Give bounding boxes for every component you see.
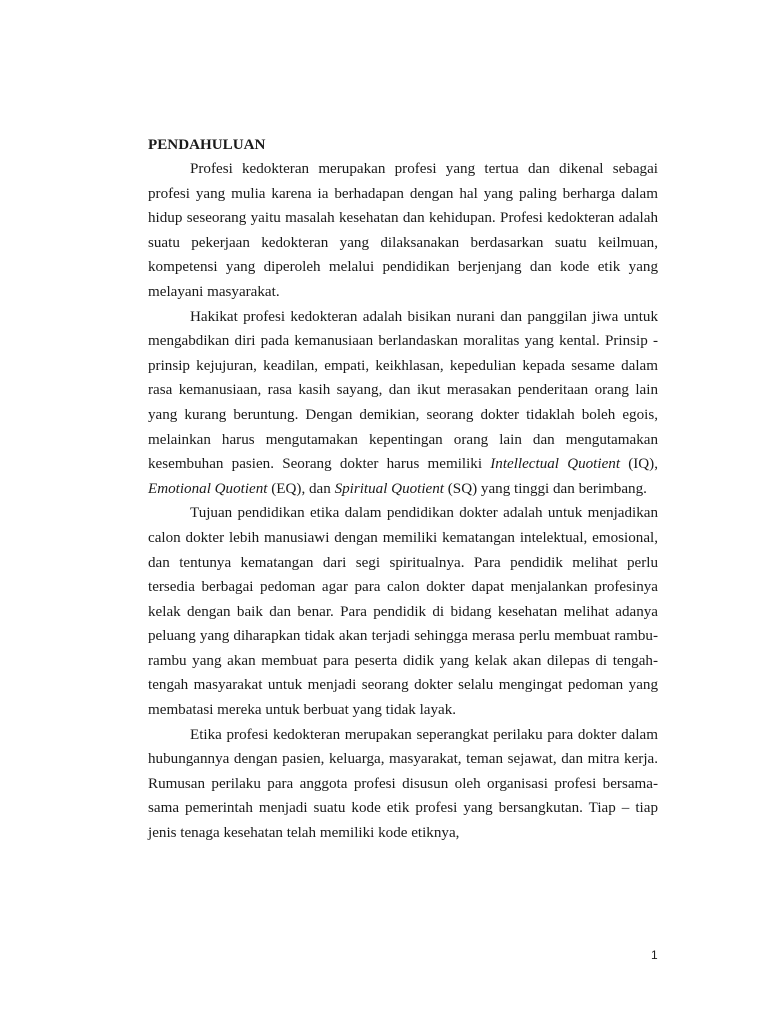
paragraph-2-part-4: (SQ) yang tinggi dan berimbang. (447, 480, 647, 497)
term-emotional-quotient: Emotional Quotient (148, 480, 268, 497)
paragraph-4: Etika profesi kedokteran merupakan seperangkat perilaku para dokter dalam hubungannya dengan pasien, keluarga, masyarakat, teman sejawat, dan mitra kerja. Rumusan perilaku para anggota profesi disusun oleh organisasi profesi bersama-sama pemerintah menjadi suatu kode etik profesi yang bersangkutan. Tiap – tiap jenis tenaga kesehatan telah memiliki kode etiknya, (148, 726, 658, 842)
term-intellectual-quotient: Intellectual Quotient (490, 456, 621, 473)
paragraph-2 (148, 305, 658, 502)
section-heading: PENDAHULUAN (148, 137, 266, 153)
document-body (148, 134, 658, 846)
paragraph-2-part-2: (IQ), (628, 456, 658, 473)
term-spiritual-quotient: Spiritual Quotient (334, 480, 444, 497)
paragraph-1: Profesi kedokteran merupakan profesi yang tertua dan dikenal sebagai profesi yang mulia karena ia berhadapan dengan hal yang paling berharga dalam hidup seseorang yaitu masalah kesehatan dan kehidupan. Profesi kedokteran adalah suatu pekerjaan kedokteran yang dilaksanakan berdasarkan suatu keilmuan, kompetensi yang diperoleh melalui pendidikan berjenjang dan kode etik yang melayani masyarakat. (148, 161, 658, 300)
paragraph-3: Tujuan pendidikan etika dalam pendidikan dokter adalah untuk menjadikan calon dokter lebih manusiawi dengan memiliki kematangan intelektual, emosional, dan tentunya kematangan dari segi spiritualnya. Para pendidik melihat perlu tersedia berbagai pedoman agar para calon dokter dapat menjalankan profesinya kelak dengan baik dan benar. Para pendidik di bidang kesehatan melihat adanya peluang yang diharapkan tidak akan terjadi sehingga merasa perlu membuat rambu-rambu yang akan membuat para peserta didik yang kelak akan dilepas di tengah- tengah masyarakat untuk menjadi seorang dokter selalu mengingat pedoman yang membatasi mereka untuk berbuat yang tidak layak. (148, 505, 658, 719)
paragraph-2-part-3: (EQ), dan (271, 480, 331, 497)
page-number: 1 (651, 948, 658, 962)
paragraph-2-part-1: Hakikat profesi kedokteran adalah bisikan nurani dan panggilan jiwa untuk mengabdikan diri pada kemanusiaan berlandaskan moralitas yang kental. Prinsip - prinsip kejujuran, keadilan, empati, keikhlasan, kepedulian kepada sesame dalam rasa kemanusiaan, rasa kasih sayang, dan ikut merasakan penderitaan orang lain yang kurang beruntung. Dengan demikian, seorang dokter tidaklah boleh egois, melainkan harus mengutamakan kepentingan orang lain dan mengutamakan kesembuhan pasien. Seorang dokter harus memiliki (148, 308, 658, 473)
